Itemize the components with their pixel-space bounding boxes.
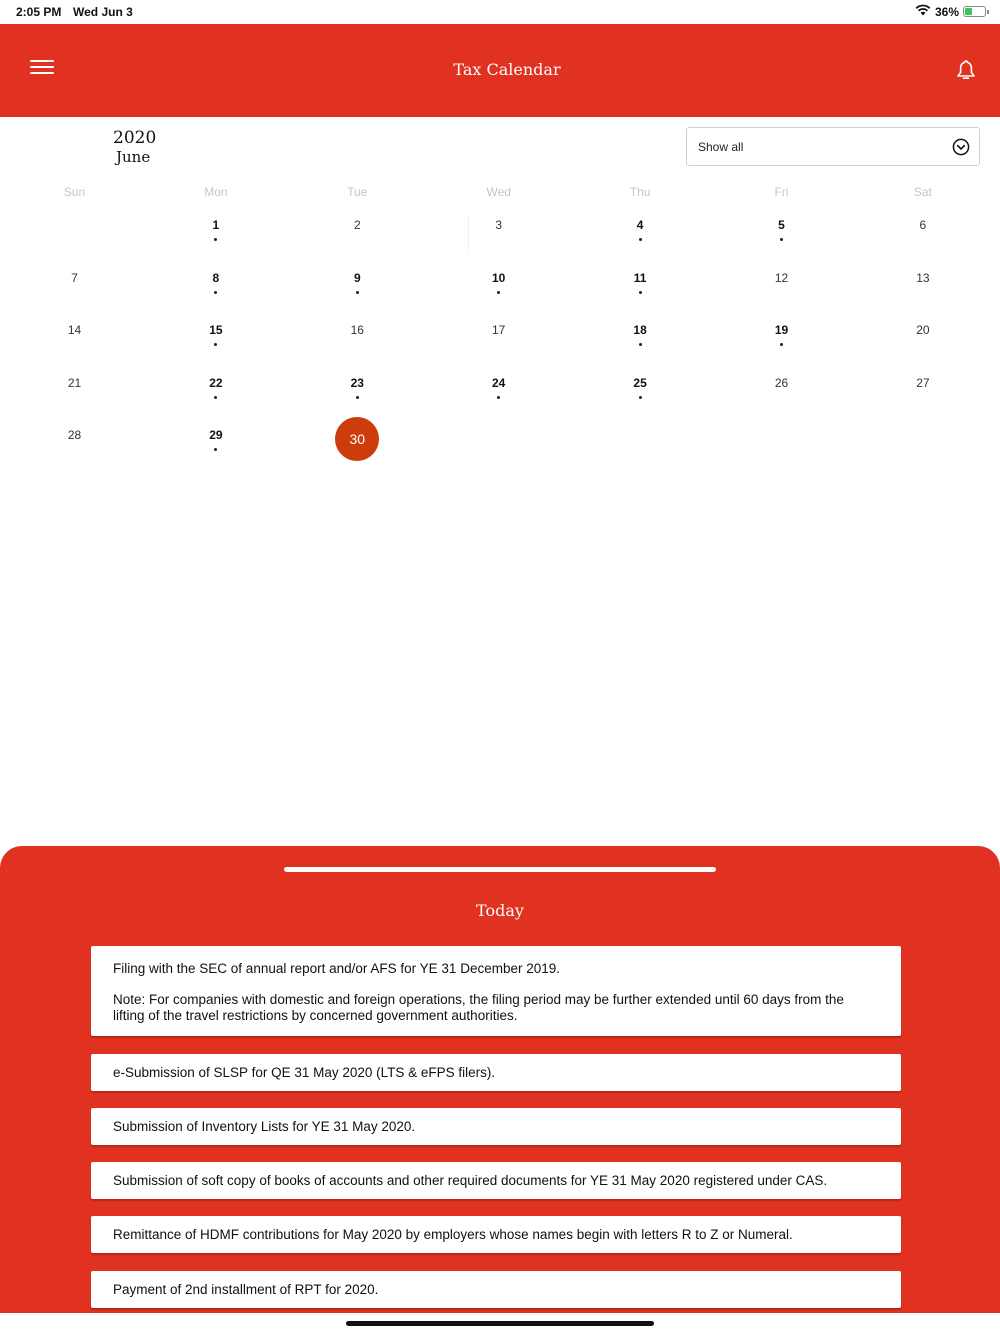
day-number: 16 bbox=[350, 323, 364, 338]
event-text: Filing with the SEC of annual report and/or AFS for YE 31 December 2019. bbox=[113, 961, 560, 976]
event-indicator-dot bbox=[780, 343, 783, 346]
battery-percentage: 36% bbox=[934, 4, 959, 19]
status-bar bbox=[0, 0, 1000, 24]
event-card[interactable] bbox=[91, 1271, 901, 1308]
calendar-day[interactable] bbox=[852, 313, 993, 365]
calendar-day[interactable] bbox=[4, 261, 145, 313]
calendar-day[interactable] bbox=[711, 261, 852, 313]
calendar-day[interactable] bbox=[570, 261, 711, 313]
calendar-day[interactable] bbox=[4, 366, 145, 418]
day-number: 23 bbox=[350, 375, 364, 390]
event-indicator-dot bbox=[356, 396, 359, 399]
day-number: 24 bbox=[492, 375, 506, 390]
event-text: Payment of 2nd installment of RPT for 2020. bbox=[113, 1282, 379, 1297]
calendar-day[interactable] bbox=[287, 313, 428, 365]
event-indicator-dot bbox=[214, 238, 217, 241]
day-number: 27 bbox=[916, 375, 930, 390]
wifi-icon bbox=[915, 4, 931, 19]
app-header bbox=[0, 24, 1000, 117]
calendar-year: 2020 bbox=[113, 128, 157, 148]
sheet-title: Today bbox=[476, 901, 524, 920]
day-number: 6 bbox=[919, 218, 927, 232]
day-number: 12 bbox=[774, 270, 789, 285]
calendar-day[interactable] bbox=[852, 366, 993, 418]
day-number: 7 bbox=[71, 270, 78, 285]
page-title: Tax Calendar bbox=[453, 60, 561, 79]
weekday-header-row bbox=[4, 178, 994, 208]
weekday-label-mon: Mon bbox=[204, 185, 228, 199]
events-bottom-sheet bbox=[0, 846, 1000, 1334]
day-number: 26 bbox=[774, 375, 789, 390]
calendar-day[interactable] bbox=[852, 261, 993, 313]
calendar-day[interactable] bbox=[145, 208, 286, 260]
calendar-day[interactable] bbox=[711, 366, 852, 418]
battery-level bbox=[965, 8, 972, 15]
day-number: 5 bbox=[778, 218, 785, 232]
calendar-day[interactable] bbox=[711, 313, 852, 365]
event-indicator-dot bbox=[639, 396, 642, 399]
day-number: 11 bbox=[633, 270, 647, 285]
event-text: Submission of Inventory Lists for YE 31 May 2020. bbox=[113, 1119, 416, 1134]
weekday-label-sat: Sat bbox=[913, 185, 932, 199]
day-number: 13 bbox=[916, 270, 930, 285]
calendar-day[interactable] bbox=[145, 261, 286, 313]
event-indicator-dot bbox=[214, 448, 217, 451]
status-date: Wed Jun 3 bbox=[73, 5, 133, 19]
calendar-day-today[interactable] bbox=[287, 418, 428, 470]
event-text: e-Submission of SLSP for QE 31 May 2020 (LTS & eFPS filers). bbox=[113, 1065, 496, 1080]
weekday-label-tue: Tue bbox=[347, 185, 368, 199]
filter-dropdown[interactable] bbox=[686, 127, 980, 166]
calendar-day[interactable] bbox=[287, 366, 428, 418]
weekday-label-thu: Thu bbox=[629, 185, 651, 199]
calendar-day[interactable] bbox=[428, 261, 569, 313]
filter-selected-value: Show all bbox=[698, 140, 744, 154]
calendar-day[interactable] bbox=[428, 208, 569, 260]
event-card[interactable] bbox=[91, 1162, 901, 1199]
day-number: 10 bbox=[492, 270, 506, 285]
event-indicator-dot bbox=[639, 238, 642, 241]
sheet-drag-handle[interactable] bbox=[284, 867, 716, 872]
bell-icon[interactable] bbox=[954, 58, 978, 82]
day-number: 28 bbox=[67, 428, 82, 443]
day-number: 25 bbox=[633, 375, 647, 390]
day-number: 3 bbox=[495, 218, 503, 232]
event-indicator-dot bbox=[214, 396, 217, 399]
battery-cap bbox=[987, 10, 989, 14]
day-number: 18 bbox=[633, 323, 647, 338]
day-number: 4 bbox=[636, 218, 644, 232]
calendar-day[interactable] bbox=[570, 208, 711, 260]
calendar-day[interactable] bbox=[570, 366, 711, 418]
calendar-day[interactable] bbox=[4, 418, 145, 470]
day-number: 14 bbox=[67, 323, 82, 338]
weekday-label-wed: Wed bbox=[486, 185, 511, 199]
event-indicator-dot bbox=[780, 238, 783, 241]
day-number: 21 bbox=[67, 375, 82, 390]
chevron-down-icon bbox=[952, 138, 970, 156]
event-indicator-dot bbox=[214, 291, 217, 294]
day-number: 2 bbox=[353, 218, 361, 232]
home-indicator[interactable] bbox=[346, 1321, 654, 1326]
event-indicator-dot bbox=[639, 291, 642, 294]
weekday-label-sun: Sun bbox=[63, 185, 86, 199]
calendar-day[interactable] bbox=[287, 208, 428, 260]
calendar-day[interactable] bbox=[145, 418, 286, 470]
day-number: 15 bbox=[209, 323, 223, 338]
column-divider bbox=[468, 215, 469, 251]
day-number: 20 bbox=[916, 323, 930, 338]
calendar-grid bbox=[4, 178, 994, 448]
event-text: Submission of soft copy of books of accounts and other required documents for YE 31 May 2020 registered under CAS. bbox=[113, 1173, 828, 1188]
event-card[interactable] bbox=[91, 1054, 901, 1091]
event-card[interactable] bbox=[91, 946, 901, 1036]
event-indicator-dot bbox=[356, 291, 359, 294]
calendar-month: June bbox=[116, 148, 151, 166]
calendar-day[interactable] bbox=[145, 313, 286, 365]
calendar-day[interactable] bbox=[428, 366, 569, 418]
day-number: 1 bbox=[212, 218, 220, 232]
day-number: 22 bbox=[209, 375, 223, 390]
day-number: 29 bbox=[209, 428, 223, 443]
event-indicator-dot bbox=[639, 343, 642, 346]
day-number: 30 bbox=[349, 431, 366, 448]
event-indicator-dot bbox=[214, 343, 217, 346]
calendar-day[interactable] bbox=[145, 366, 286, 418]
status-time: 2:05 PM bbox=[16, 5, 62, 19]
calendar-day[interactable] bbox=[711, 208, 852, 260]
day-number: 19 bbox=[774, 323, 789, 338]
day-number: 8 bbox=[212, 270, 220, 285]
day-number: 9 bbox=[353, 270, 361, 285]
event-card[interactable] bbox=[91, 1216, 901, 1253]
calendar-day[interactable] bbox=[428, 313, 569, 365]
calendar-day[interactable] bbox=[570, 313, 711, 365]
event-note: Note: For companies with domestic and foreign operations, the filing period may be further extended until 60 days from the lifting of the travel restrictions by concerned government authorities. bbox=[113, 992, 844, 1023]
day-number: 17 bbox=[492, 323, 506, 338]
event-indicator-dot bbox=[497, 291, 500, 294]
battery-icon bbox=[963, 6, 986, 17]
event-indicator-dot bbox=[497, 396, 500, 399]
calendar-day[interactable] bbox=[287, 261, 428, 313]
event-card[interactable] bbox=[91, 1108, 901, 1145]
calendar-day[interactable] bbox=[852, 208, 993, 260]
calendar-day[interactable] bbox=[4, 313, 145, 365]
event-text: Remittance of HDMF contributions for May 2020 by employers whose names begin with letters R to Z or Numeral. bbox=[113, 1227, 793, 1242]
weekday-label-fri: Fri bbox=[774, 185, 789, 199]
status-indicators bbox=[915, 4, 986, 19]
